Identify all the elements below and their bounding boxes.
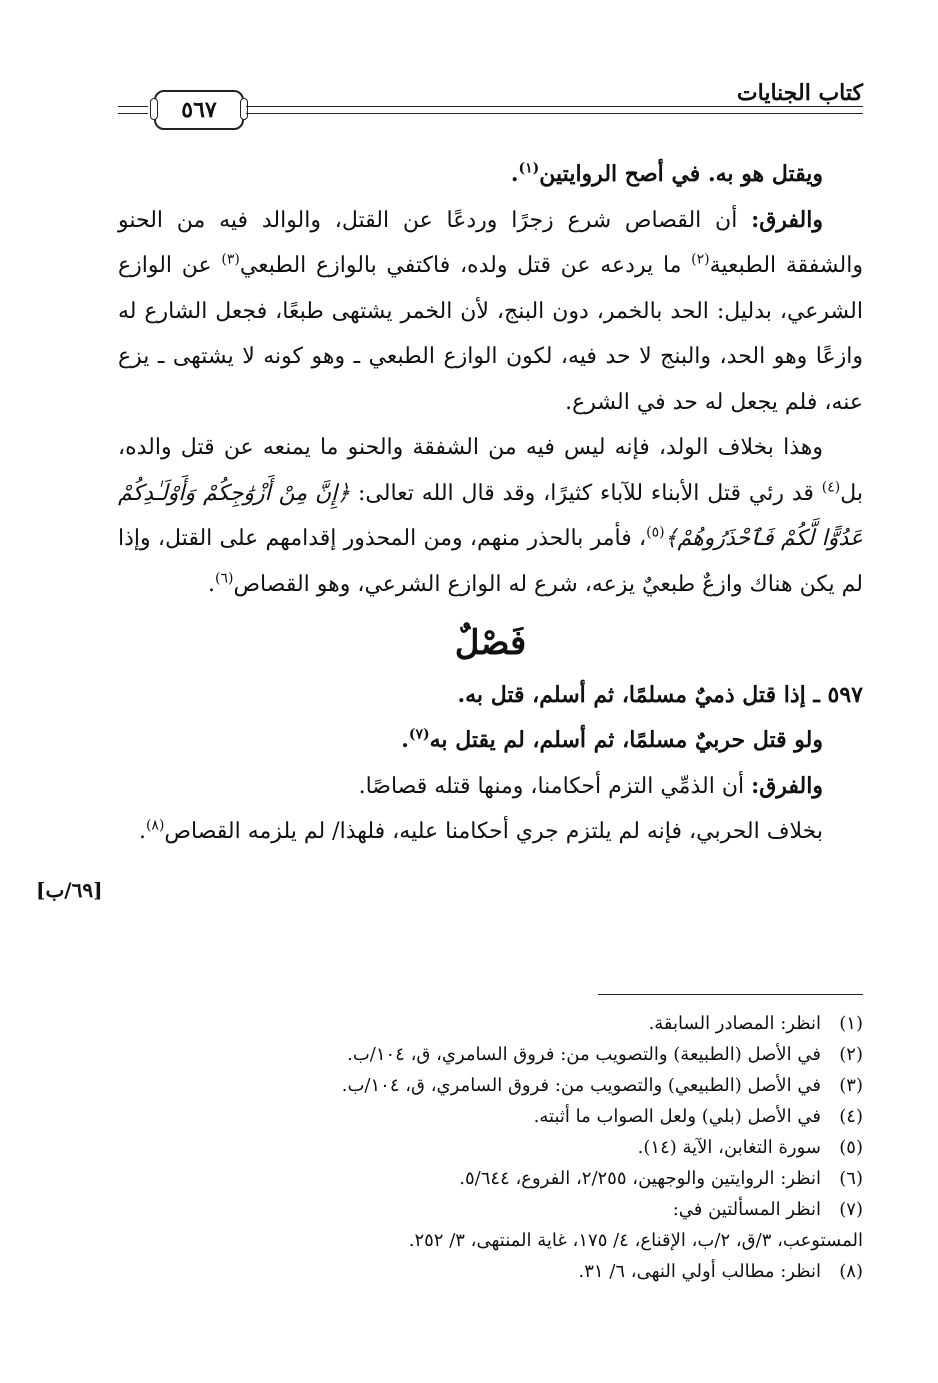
footnote-text: في الأصل (الطبيعي) والتصويب من: فروق السامري، ق، ١٠٤/ب. xyxy=(341,1075,821,1096)
footnote-number: (١) xyxy=(839,1013,863,1034)
paragraph-2-text-c: عن الوازع الشرعي، بدليل: الحد بالخمر، دون البنج، لأن الخمر يشتهى طبعًا، فجعل الشارع له وازعًا وهو الحد، والبنج لا حد فيه، لكون الوازع الطبعي ـ وهو كونه لا يشتهى ـ يزع عنه، فلم يجعل له حد في الشرع. xyxy=(118,253,863,415)
paragraph-7-end: . xyxy=(138,819,146,844)
footnote-text xyxy=(118,1194,863,1256)
paragraph-3-text-c: ، فأمر بالحذر منهم، ومن المحذور إقدامهم على القتل، وإذا لم يكن هناك وازعٌ طبعيٌ يزعه، شرع له الوازع الشرعي، وهو القصاص xyxy=(118,526,863,597)
paragraph-1-end: . xyxy=(510,161,519,187)
issue-597: ٥٩٧ ـ إذا قتل ذميٌ مسلمًا، ثم أسلم، قتل به. xyxy=(457,681,863,708)
footnote-ref-6: (٦) xyxy=(214,570,234,587)
paragraph-3-text-a: وهذا بخلاف الولد، فإنه ليس فيه من الشفقة والحنو ما يمنعه عن قتل والده، بل xyxy=(118,435,864,506)
paragraph-3-end: . xyxy=(207,571,215,597)
footnote-ref-3: (٣) xyxy=(221,251,240,268)
footnote xyxy=(118,1256,863,1287)
footnote-text-line: انظر المسألتين في: xyxy=(672,1199,821,1220)
footnote xyxy=(118,1070,863,1101)
page-number: ٥٦٧ xyxy=(154,90,244,130)
footnote-text: انظر: مطالب أولي النهى، ٦/ ٣١. xyxy=(578,1261,821,1282)
quran-verse: ﴿إِنَّ مِنْ أَزْوَٰجِكُمْ وَأَوْلَـٰدِكُمْ عَدُوًّا لَّكُمْ فَٱحْذَرُوهُمْ﴾ xyxy=(118,480,864,551)
footnote-ref-4: (٤) xyxy=(821,479,841,496)
page-header xyxy=(118,78,863,132)
footnote-number: (٨) xyxy=(839,1261,863,1282)
footnotes xyxy=(118,1008,863,1287)
section-heading: فَصْلٌ xyxy=(454,623,527,663)
footnote-ref-2: (٢) xyxy=(691,251,710,268)
difference-label-2: والفرق: xyxy=(751,772,823,799)
running-title: كتاب الجنايات xyxy=(736,80,863,106)
footnote xyxy=(118,1101,863,1132)
paragraph-3 xyxy=(118,425,863,607)
footnote-text: سورة التغابن، الآية (١٤). xyxy=(637,1137,821,1158)
footnote-number: (٦) xyxy=(839,1168,863,1189)
footnote-separator xyxy=(598,994,863,995)
footnote xyxy=(118,1163,863,1194)
footnote-ref-7: (٧) xyxy=(408,726,430,743)
footnote xyxy=(118,1194,863,1256)
paragraph-5-end: . xyxy=(401,727,409,753)
footnote-number: (٥) xyxy=(839,1137,863,1158)
footnote-number: (٢) xyxy=(839,1044,863,1065)
paragraph-2 xyxy=(118,198,863,426)
paragraph-2-text-b: ما يردعه عن قتل ولده، فاكتفي بالوازع الطبعي xyxy=(239,253,692,278)
paragraph-6 xyxy=(118,764,863,810)
footnote-ref-5: (٥) xyxy=(646,524,665,541)
manuscript-folio-marker: [٦٩/ب] xyxy=(36,878,103,902)
paragraph-7 xyxy=(118,809,863,855)
footnote xyxy=(118,1008,863,1039)
footnote-ref-8: (٨) xyxy=(145,817,165,834)
paragraph-1 xyxy=(118,152,863,198)
footnote-text-continuation: المستوعب، ٣/ق، ٢/ب، الإقناع، ٤/ ١٧٥، غاية المنتهى، ٣/ ٢٥٢. xyxy=(408,1230,863,1251)
paragraph-5 xyxy=(118,718,863,764)
footnote xyxy=(118,1132,863,1163)
paragraph-5-text: ولو قتل حربيٌ مسلمًا، ثم أسلم، لم يقتل به xyxy=(429,727,823,753)
footnote-text: في الأصل (بلي) ولعل الصواب ما أثبته. xyxy=(533,1106,821,1127)
header-rule-right xyxy=(246,106,863,114)
paragraph-3-text-b: قد رئي قتل الأبناء للآباء كثيرًا، وقد قال الله تعالى: xyxy=(350,480,822,506)
main-text xyxy=(118,152,863,855)
footnote-text: انظر: المصادر السابقة. xyxy=(648,1013,821,1034)
footnote-text: في الأصل (الطبيعة) والتصويب من: فروق السامري، ق، ١٠٤/ب. xyxy=(347,1044,821,1065)
footnote-number: (٤) xyxy=(839,1106,863,1127)
footnote-number: (٧) xyxy=(839,1199,863,1220)
footnote-number: (٣) xyxy=(839,1075,863,1096)
footnote-ref-1: (١) xyxy=(518,160,540,177)
paragraph-1-text: ويقتل هو به. في أصح الروايتين xyxy=(539,161,823,187)
header-rule-left xyxy=(118,106,148,114)
difference-label: والفرق: xyxy=(751,206,823,233)
footnote-text: انظر: الروايتين والوجهين، ٢/٢٥٥، الفروع، ٥/٦٤٤. xyxy=(459,1168,821,1189)
footnote xyxy=(118,1039,863,1070)
paragraph-2-text-a: أن القصاص شرع زجرًا وردعًا عن القتل، والوالد فيه من الحنو والشفقة الطبعية xyxy=(118,207,863,278)
paragraph-6-text: أن الذمِّي التزم أحكامنا، ومنها قتله قصاصًا. xyxy=(358,773,752,799)
paragraph-7-text: بخلاف الحربي، فإنه لم يلتزم جري أحكامنا عليه، فلهذا/ لم يلزمه القصاص xyxy=(164,819,823,844)
